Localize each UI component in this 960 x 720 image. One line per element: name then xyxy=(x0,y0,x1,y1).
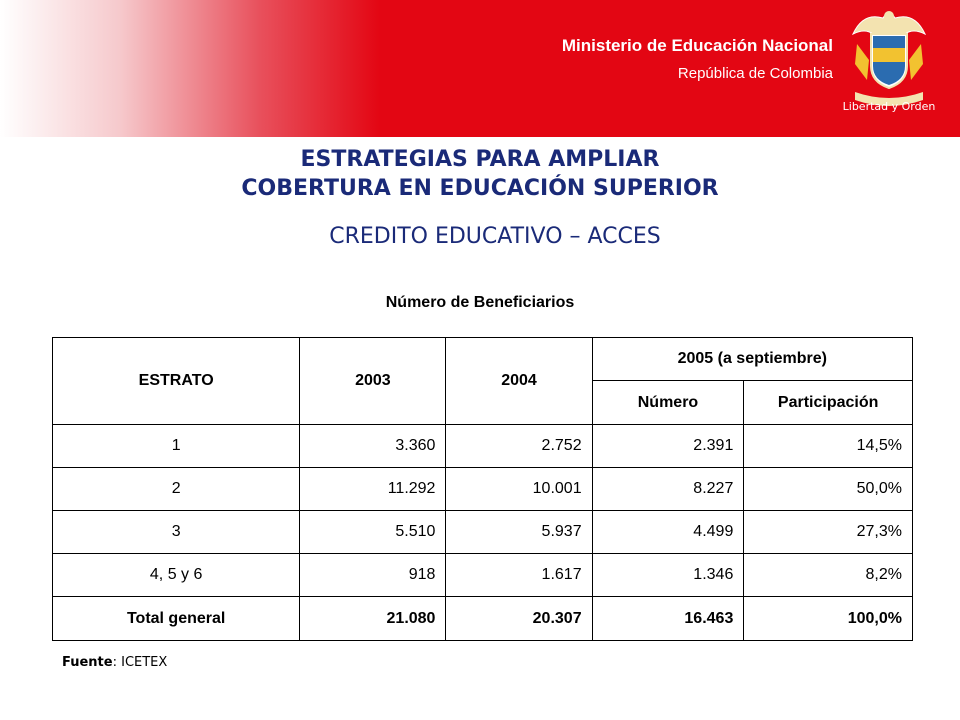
table-caption: Número de Beneficiarios xyxy=(385,294,575,311)
title-line-2: COBERTURA EN EDUCACIÓN SUPERIOR xyxy=(241,176,719,201)
table-row xyxy=(53,554,913,597)
source-note xyxy=(62,655,167,670)
cell-2004: 5.937 xyxy=(446,511,592,554)
cell-estrato: 1 xyxy=(53,425,300,468)
header-2004: 2004 xyxy=(446,338,592,425)
cell-numero: 4.499 xyxy=(592,511,744,554)
cell-estrato: 2 xyxy=(53,468,300,511)
header-participacion: Participación xyxy=(744,381,913,425)
cell-participacion: 27,3% xyxy=(744,511,913,554)
header-estrato: ESTRATO xyxy=(53,338,300,425)
table-row xyxy=(53,511,913,554)
cell-numero: 8.227 xyxy=(592,468,744,511)
source-label: Fuente xyxy=(62,655,113,670)
page-subtitle: CREDITO EDUCATIVO – ACCES xyxy=(329,224,661,249)
total-numero: 16.463 xyxy=(592,597,744,641)
cell-participacion: 8,2% xyxy=(744,554,913,597)
header-2005: 2005 (a septiembre) xyxy=(592,338,912,381)
table-row xyxy=(53,468,913,511)
beneficiaries-table xyxy=(52,337,913,641)
cell-participacion: 50,0% xyxy=(744,468,913,511)
cell-2003: 11.292 xyxy=(300,468,446,511)
page-title xyxy=(0,145,960,203)
crest-motto: Libertad y Orden xyxy=(843,100,935,113)
coat-of-arms-icon xyxy=(843,4,935,132)
cell-participacion: 14,5% xyxy=(744,425,913,468)
cell-estrato: 4, 5 y 6 xyxy=(53,554,300,597)
total-2003: 21.080 xyxy=(300,597,446,641)
title-line-1: ESTRATEGIAS PARA AMPLIAR xyxy=(300,147,660,172)
cell-numero: 2.391 xyxy=(592,425,744,468)
cell-numero: 1.346 xyxy=(592,554,744,597)
header-2003: 2003 xyxy=(300,338,446,425)
header-numero: Número xyxy=(592,381,744,425)
header-banner xyxy=(0,0,960,137)
total-label: Total general xyxy=(53,597,300,641)
cell-2004: 1.617 xyxy=(446,554,592,597)
source-value: : ICETEX xyxy=(112,655,168,670)
cell-estrato: 3 xyxy=(53,511,300,554)
cell-2003: 5.510 xyxy=(300,511,446,554)
cell-2004: 2.752 xyxy=(446,425,592,468)
table-total-row xyxy=(53,597,913,641)
cell-2003: 918 xyxy=(300,554,446,597)
table-header-row xyxy=(53,338,913,381)
total-participacion: 100,0% xyxy=(744,597,913,641)
cell-2003: 3.360 xyxy=(300,425,446,468)
cell-2004: 10.001 xyxy=(446,468,592,511)
ministry-name: Ministerio de Educación Nacional xyxy=(561,36,833,55)
total-2004: 20.307 xyxy=(446,597,592,641)
republic-name: República de Colombia xyxy=(677,65,833,82)
table-row xyxy=(53,425,913,468)
